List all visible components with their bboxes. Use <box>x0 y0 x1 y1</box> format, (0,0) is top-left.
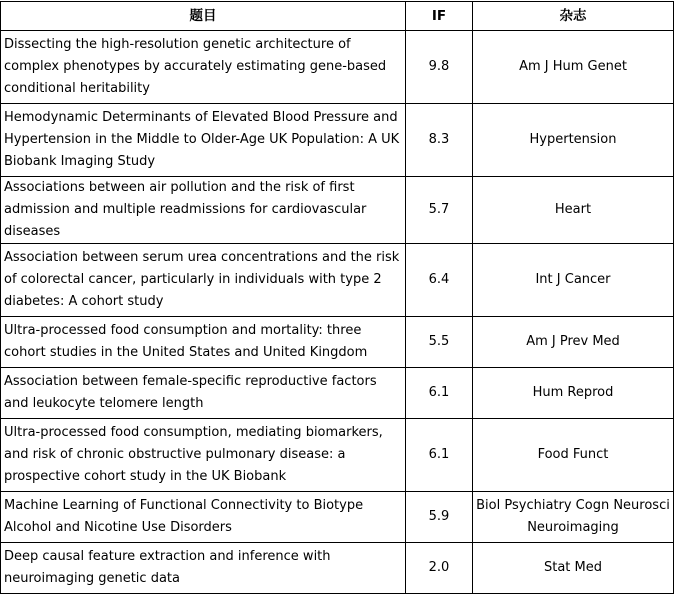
row-journal: Food Funct <box>473 419 674 492</box>
table-row <box>1 177 674 244</box>
table-row <box>1 492 674 543</box>
table-row <box>1 419 674 492</box>
row-title: Ultra-processed food consumption, mediating biomarkers, and risk of chronic obstructive pulmonary disease: a prospective cohort study in the UK Biobank <box>1 419 406 492</box>
publication-table <box>0 1 674 594</box>
header-if: IF <box>406 2 473 31</box>
row-title: Deep causal feature extraction and inference with neuroimaging genetic data <box>1 543 406 594</box>
row-title: Machine Learning of Functional Connectivity to Biotype Alcohol and Nicotine Use Disorders <box>1 492 406 543</box>
row-title: Association between female-specific reproductive factors and leukocyte telomere length <box>1 368 406 419</box>
row-if: 2.0 <box>406 543 473 594</box>
row-title: Ultra-processed food consumption and mortality: three cohort studies in the United States and United Kingdom <box>1 317 406 368</box>
row-if: 5.5 <box>406 317 473 368</box>
row-journal: Hypertension <box>473 104 674 177</box>
row-journal: Int J Cancer <box>473 244 674 317</box>
row-journal: Am J Hum Genet <box>473 31 674 104</box>
table-row <box>1 104 674 177</box>
header-journal: 杂志 <box>473 2 674 31</box>
row-if: 5.7 <box>406 177 473 244</box>
row-journal: Hum Reprod <box>473 368 674 419</box>
row-journal: Stat Med <box>473 543 674 594</box>
row-if: 8.3 <box>406 104 473 177</box>
row-if: 6.1 <box>406 368 473 419</box>
row-title: Associations between air pollution and the risk of first admission and multiple readmissions for cardiovascular diseases <box>1 177 406 244</box>
row-journal: Am J Prev Med <box>473 317 674 368</box>
table-row <box>1 244 674 317</box>
row-if: 6.4 <box>406 244 473 317</box>
row-title: Hemodynamic Determinants of Elevated Blood Pressure and Hypertension in the Middle to Older-Age UK Population: A UK Biobank Imaging Study <box>1 104 406 177</box>
row-journal: Biol Psychiatry Cogn Neurosci Neuroimaging <box>473 492 674 543</box>
row-if: 5.9 <box>406 492 473 543</box>
row-if: 9.8 <box>406 31 473 104</box>
table-row <box>1 317 674 368</box>
row-if: 6.1 <box>406 419 473 492</box>
row-title: Association between serum urea concentrations and the risk of colorectal cancer, particularly in individuals with type 2 diabetes: A cohort study <box>1 244 406 317</box>
table-row <box>1 543 674 594</box>
row-journal: Heart <box>473 177 674 244</box>
row-title: Dissecting the high-resolution genetic architecture of complex phenotypes by accurately estimating gene-based conditional heritability <box>1 31 406 104</box>
header-title: 题目 <box>1 2 406 31</box>
table-row <box>1 31 674 104</box>
table-header-row <box>1 2 674 31</box>
table-row <box>1 368 674 419</box>
